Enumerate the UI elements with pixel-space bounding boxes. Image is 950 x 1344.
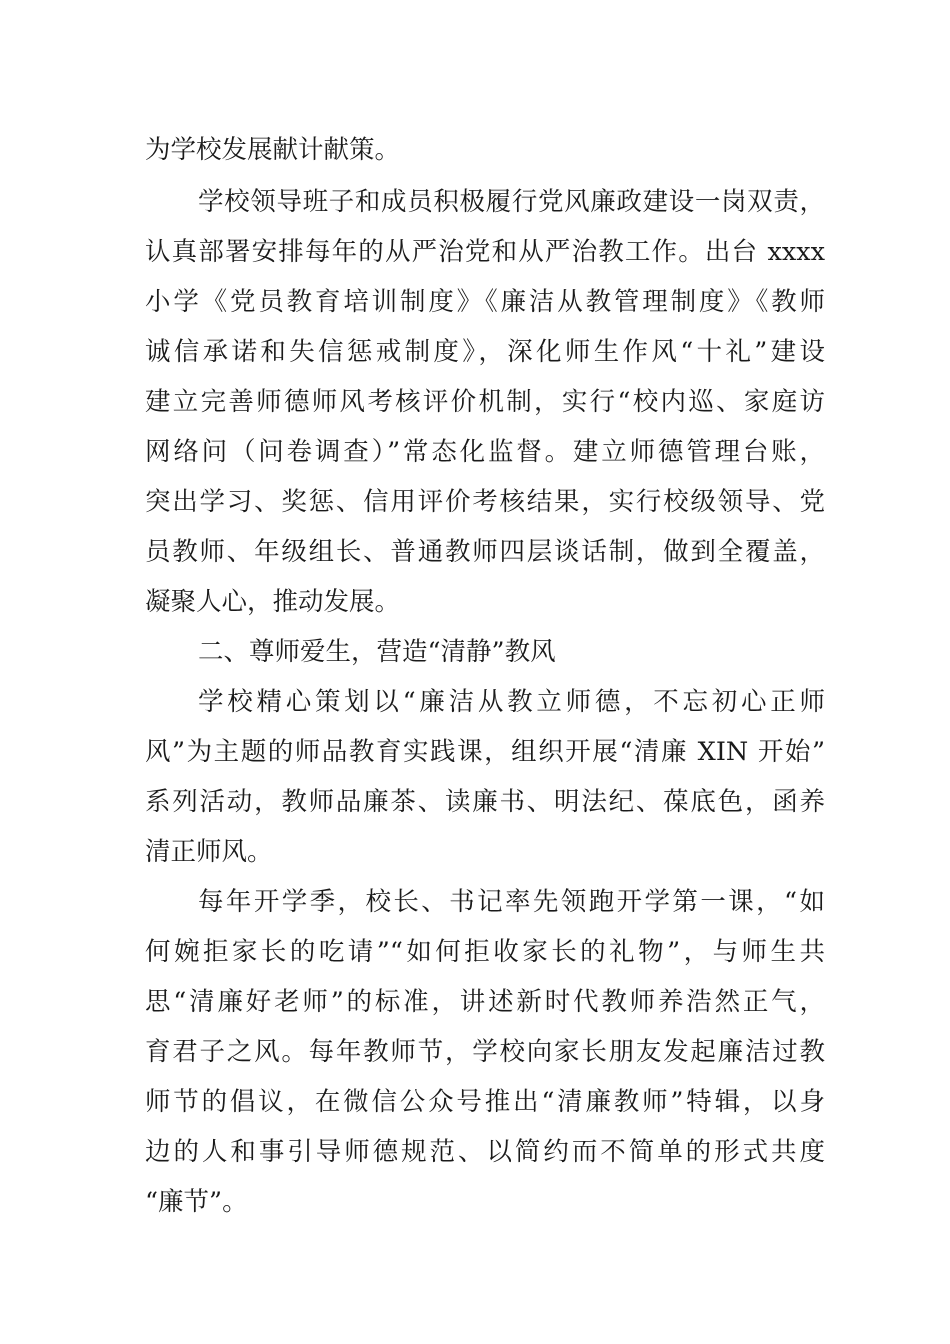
text-line: 清正师风。 xyxy=(145,837,273,867)
text-line: “廉节”。 xyxy=(145,1187,248,1217)
text-line: 网络问（问卷调查）”常态化监督。建立师德管理台账， xyxy=(145,437,825,467)
text-line: 突出学习、奖惩、信用评价考核结果，实行校级领导、党 xyxy=(145,487,825,517)
text-line: 凝聚人心，推动发展。 xyxy=(145,587,401,617)
paragraph-first-line: 学校精心策划以“廉洁从教立师德，不忘初心正师 xyxy=(198,687,825,717)
text-line: 风”为主题的师品教育实践课，组织开展“清廉 XIN 开始” xyxy=(145,737,825,767)
text-line: 诚信承诺和失信惩戒制度》，深化师生作风“十礼”建设 xyxy=(145,337,825,367)
paragraph-first-line: 每年开学季，校长、书记率先领跑开学第一课，“如 xyxy=(198,887,825,917)
text-line: 何婉拒家长的吃请”“如何拒收家长的礼物”，与师生共 xyxy=(145,937,825,967)
text-line: 为学校发展献计献策。 xyxy=(145,135,401,165)
text-line: 边的人和事引导师德规范、以简约而不简单的形式共度 xyxy=(145,1137,825,1167)
text-line: 育君子之风。每年教师节，学校向家长朋友发起廉洁过教 xyxy=(145,1037,825,1067)
paragraph-first-line: 学校领导班子和成员积极履行党风廉政建设一岗双责， xyxy=(198,187,825,217)
text-line: 认真部署安排每年的从严治党和从严治教工作。出台 xxxx xyxy=(145,237,825,267)
text-line: 员教师、年级组长、普通教师四层谈话制，做到全覆盖， xyxy=(145,537,825,567)
text-line: 小学《党员教育培训制度》《廉洁从教管理制度》《教师 xyxy=(145,287,825,317)
text-line: 师节的倡议，在微信公众号推出“清廉教师”特辑，以身 xyxy=(145,1087,825,1117)
text-line: 建立完善师德师风考核评价机制，实行“校内巡、家庭访 xyxy=(145,387,825,417)
text-line: 系列活动，教师品廉茶、读廉书、明法纪、葆底色，函养 xyxy=(145,787,825,817)
text-line: 思“清廉好老师”的标准，讲述新时代教师养浩然正气， xyxy=(145,987,825,1017)
section-heading: 二、尊师爱生，营造“清静”教风 xyxy=(198,637,556,667)
